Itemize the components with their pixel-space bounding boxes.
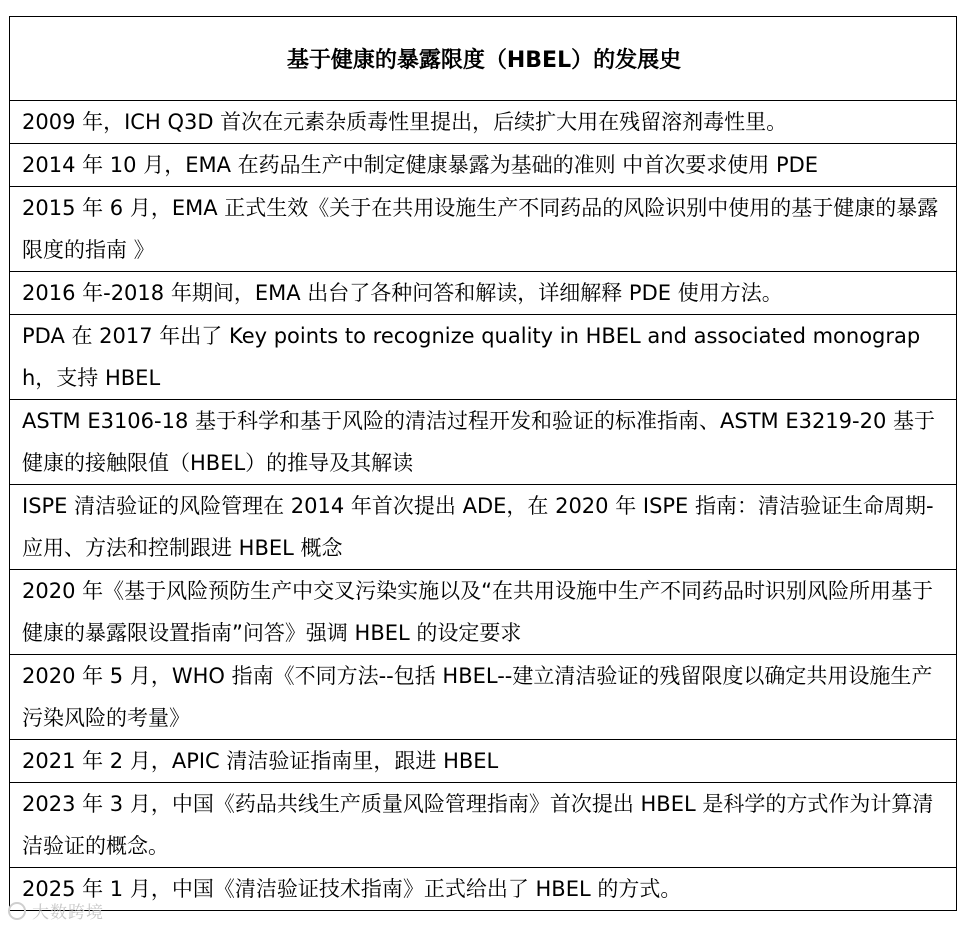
table-cell: 2020 年 5 月，WHO 指南《不同方法--包括 HBEL--建立清洁验证的残留限度以确定共用设施生产污染风险的考量》: [10, 655, 957, 740]
table-title: 基于健康的暴露限度（HBEL）的发展史: [10, 17, 957, 101]
table-row: [10, 101, 957, 144]
table-title-row: [10, 17, 957, 101]
table-cell: 2016 年-2018 年期间，EMA 出台了各种问答和解读，详细解释 PDE 使用方法。: [10, 272, 957, 315]
table-row: [10, 868, 957, 911]
table-row: [10, 272, 957, 315]
watermark-text: 大数跨境: [32, 903, 104, 923]
table-cell: 2014 年 10 月，EMA 在药品生产中制定健康暴露为基础的准则 中首次要求使用 PDE: [10, 144, 957, 187]
table-row: [10, 570, 957, 655]
table-cell: ISPE 清洁验证的风险管理在 2014 年首次提出 ADE，在 2020 年 ISPE 指南：清洁验证生命周期-应用、方法和控制跟进 HBEL 概念: [10, 485, 957, 570]
table-row: [10, 187, 957, 272]
table-row: [10, 485, 957, 570]
table-row: [10, 315, 957, 400]
table-row: [10, 783, 957, 868]
history-table: [9, 16, 957, 911]
table-row: [10, 655, 957, 740]
table-row: [10, 144, 957, 187]
table-row: [10, 400, 957, 485]
watermark-logo-icon: [8, 902, 26, 920]
table-cell: 2023 年 3 月，中国《药品共线生产质量风险管理指南》首次提出 HBEL 是科学的方式作为计算清洁验证的概念。: [10, 783, 957, 868]
table-cell: 2025 年 1 月，中国《清洁验证技术指南》正式给出了 HBEL 的方式。: [10, 868, 957, 911]
table-row: [10, 740, 957, 783]
table-cell: 2009 年，ICH Q3D 首次在元素杂质毒性里提出，后续扩大用在残留溶剂毒性里。: [10, 101, 957, 144]
watermark: [8, 898, 104, 923]
table-cell: 2020 年《基于风险预防生产中交叉污染实施以及“在共用设施中生产不同药品时识别风险所用基于健康的暴露限设置指南”问答》强调 HBEL 的设定要求: [10, 570, 957, 655]
table-cell: ASTM E3106-18 基于科学和基于风险的清洁过程开发和验证的标准指南、ASTM E3219-20 基于健康的接触限值（HBEL）的推导及其解读: [10, 400, 957, 485]
table-cell: 2021 年 2 月，APIC 清洁验证指南里，跟进 HBEL: [10, 740, 957, 783]
table-cell: 2015 年 6 月，EMA 正式生效《关于在共用设施生产不同药品的风险识别中使用的基于健康的暴露限度的指南 》: [10, 187, 957, 272]
table-cell: PDA 在 2017 年出了 Key points to recognize quality in HBEL and associated monograph，支持 HBEL: [10, 315, 957, 400]
